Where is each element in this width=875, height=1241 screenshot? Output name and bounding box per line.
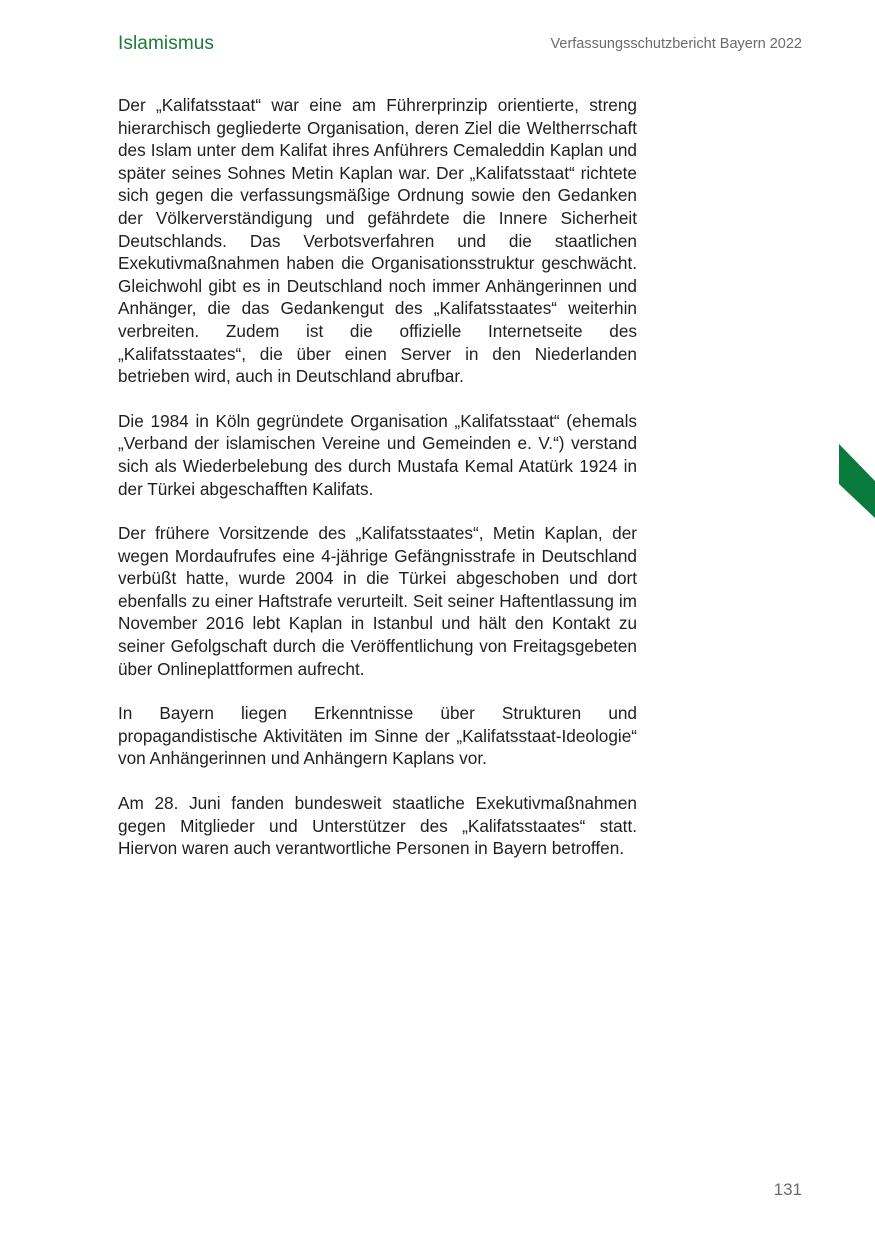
page-number: 131 bbox=[773, 1180, 802, 1199]
paragraph-4: In Bayern liegen Erkenntnisse über Strukturen und propagandistische Aktivitäten im Sinne der „Kalifatsstaat-Ideologie“ von Anhängerinnen und Anhängern Kaplans vor. bbox=[118, 703, 637, 769]
paragraph-1: Der „Kalifatsstaat“ war eine am Führerprinzip orientierte, streng hierarchisch gegliederte Organisation, deren Ziel die Weltherrschaft des Islam unter dem Kalifat ihres Anführers Cemaleddin Kaplan und später seines Sohnes Metin Kaplan war. Der „Kalifatsstaat“ richtete sich gegen die verfassungsmäßige Ordnung sowie den Gedanken der Völkerverständigung und gefährdete die Innere Sicherheit Deutschlands. Das Verbotsverfahren und die staatlichen Exekutivmaßnahmen haben die Organisationsstruktur geschwächt. Gleichwohl gibt es in Deutschland noch immer Anhängerinnen und Anhänger, die das Gedankengut des „Kalifatsstaates“ weiterhin verbreiten. Zudem ist die offizielle Internetseite des „Kalifatsstaates“, die über einen Server in den Niederlanden betrieben wird, auch in Deutschland abrufbar. bbox=[118, 95, 637, 387]
chapter-tab-marker bbox=[839, 444, 875, 518]
body-text bbox=[118, 94, 637, 882]
paragraph-5: Am 28. Juni fanden bundesweit staatliche Exekutivmaßnahmen gegen Mitglieder und Unterstützer des „Kalifatsstaates“ statt. Hiervon waren auch verantwortliche Personen in Bayern betroffen. bbox=[118, 793, 637, 859]
paragraph-3: Der frühere Vorsitzende des „Kalifatsstaates“, Metin Kaplan, der wegen Mordaufrufes eine 4-jährige Gefängnisstrafe in Deutschland verbüßt hatte, wurde 2004 in die Türkei abgeschoben und dort ebenfalls zu einer Haftstrafe verurteilt. Seit seiner Haftentlassung im November 2016 lebt Kaplan in Istanbul und hält den Kontakt zu seiner Gefolgschaft durch die Veröffentlichung von Freitagsgebeten über Onlineplattformen aufrecht. bbox=[118, 523, 637, 679]
section-title: Islamismus bbox=[118, 33, 215, 54]
paragraph-2: Die 1984 in Köln gegründete Organisation „Kalifatsstaat“ (ehemals „Verband der islamischen Vereine und Gemeinden e. V.“) verstand sich als Wiederbelebung des durch Mustafa Kemal Atatürk 1924 in der Türkei abgeschafften Kalifats. bbox=[118, 410, 637, 499]
report-title: Verfassungsschutzbericht Bayern 2022 bbox=[550, 36, 802, 52]
